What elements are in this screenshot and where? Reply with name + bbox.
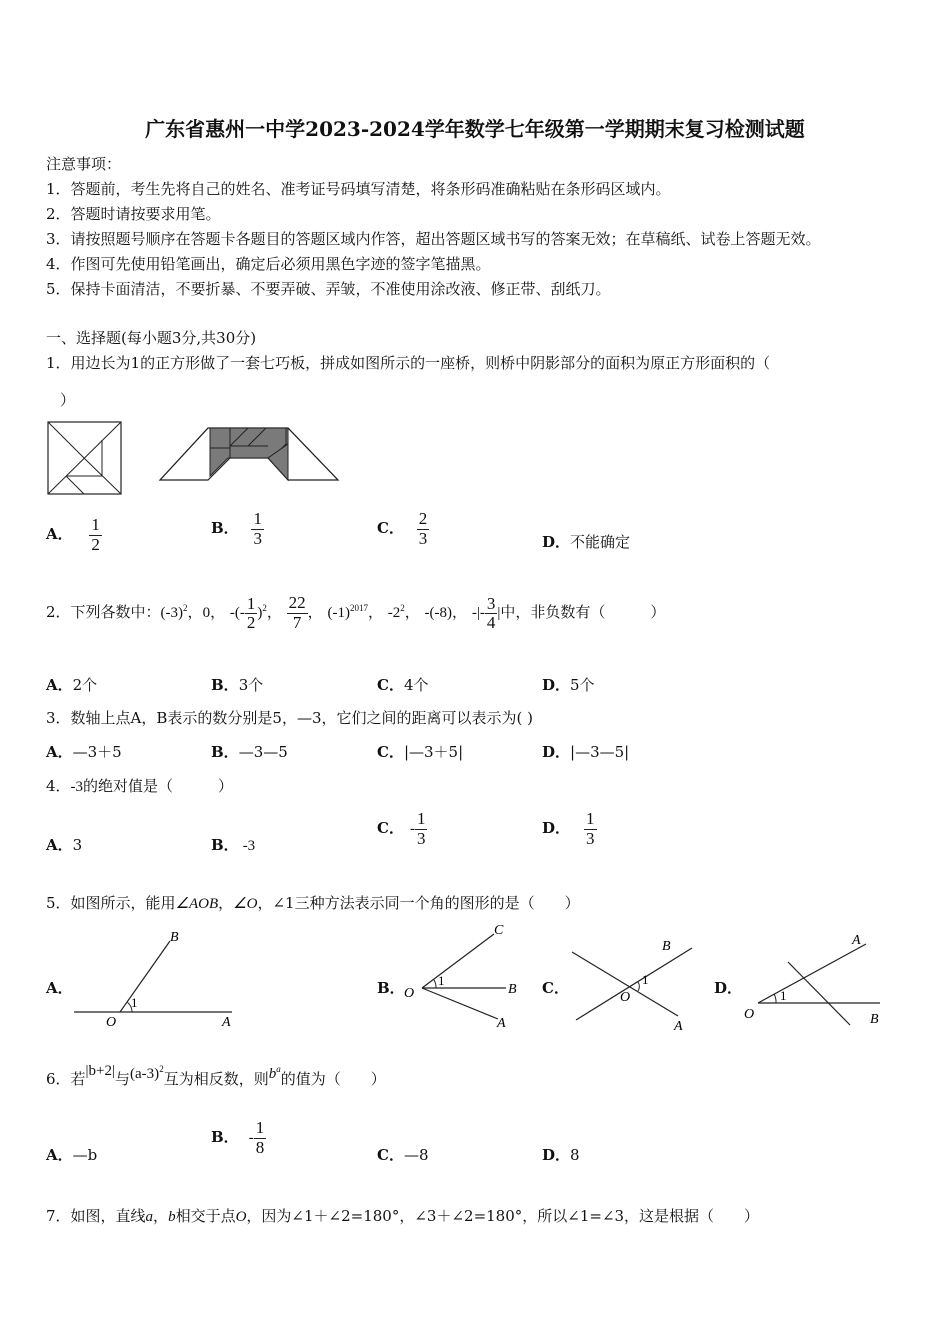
q5-d-label-1: 1 <box>780 988 787 1003</box>
q5-option-c-label: C． <box>542 979 569 997</box>
q6-abs: |b+2| <box>85 1063 116 1079</box>
q3-option-b[interactable] <box>211 741 288 762</box>
notice-item-1: 1．答题前，考生先将自己的姓名、准考证号码填写清楚，将条形码准确粘贴在条形码区域内。 <box>46 180 671 198</box>
q6-a: 6．若 <box>46 1070 86 1088</box>
q2-sep-5: ， <box>367 603 383 622</box>
q1-a-den: 2 <box>91 534 100 554</box>
q3-option-c-text: |—3＋5| <box>403 743 464 761</box>
q3-option-a-text: —3＋5 <box>72 743 122 761</box>
q6-sq-sup: 2 <box>159 1064 164 1074</box>
q2-sep-2: ， <box>210 603 226 622</box>
q3-option-a[interactable] <box>46 741 122 762</box>
q2-t4-num: 22 <box>288 593 306 612</box>
q2-t3b: ) <box>257 605 263 622</box>
q5-option-b-label: B． <box>377 979 405 997</box>
page-title: 广东省惠州一中学2023-2024学年数学七年级第一学期期末复习检测试题 <box>145 117 805 141</box>
q4-option-a[interactable] <box>46 834 82 855</box>
q2-term-4 <box>287 594 308 632</box>
q6-c: 互为相反数，则 <box>163 1070 269 1088</box>
q5-figure-c <box>566 932 696 1032</box>
q5-figure-b <box>400 918 525 1031</box>
q1-b-den: 3 <box>253 528 262 548</box>
q3-option-d-text: |—3—5| <box>570 743 630 761</box>
q2-t5: (-1) <box>327 605 350 622</box>
tangram-bridge-figure <box>158 424 342 484</box>
q6-d: 的值为（ ） <box>280 1070 386 1088</box>
q6-option-c-text: —8 <box>403 1146 429 1164</box>
q2-t1-sup: 2 <box>183 603 188 614</box>
q2-sep-1: ， <box>187 603 203 622</box>
q4-option-c-fraction <box>415 810 428 848</box>
q4-text: 的绝对值是（ ） <box>83 777 234 795</box>
q5-c-label-b: B <box>662 939 671 954</box>
q6-option-c[interactable] <box>377 1144 429 1165</box>
q2-option-b-label: B． <box>211 676 239 694</box>
q6-option-a-text: —b <box>72 1146 98 1164</box>
q4-option-c-label: C． <box>377 819 404 838</box>
q6-line <box>46 1063 386 1089</box>
q5-d-label-b: B <box>870 1012 879 1027</box>
q4-c-num: 1 <box>416 809 426 828</box>
q4-option-a-label: A． <box>46 836 73 854</box>
q2-term-7: -(-8) <box>424 605 453 622</box>
q5-b-label-a: A <box>497 1016 506 1031</box>
q2-t6-sup: 2 <box>400 603 405 614</box>
q4-option-b[interactable] <box>211 834 255 855</box>
q3-option-b-text: —3—5 <box>238 743 288 761</box>
q3-option-c-label: C． <box>377 743 404 761</box>
q6-option-d-text: 8 <box>570 1146 580 1164</box>
q7-b: ， <box>153 1207 169 1225</box>
q5-b-label-c: C <box>494 923 504 938</box>
q5-d-label-a: A <box>852 933 861 948</box>
q7-lb: b <box>168 1209 176 1225</box>
q5-option-a-label: A． <box>46 979 73 997</box>
q1-option-b-label: B． <box>211 519 239 538</box>
notice-item-3: 3．请按照题号顺序在答题卡各题目的答题区域内作答，超出答题区域书写的答案无效；在草稿纸、试卷上答题无效。 <box>46 230 821 248</box>
q2-term-1 <box>161 605 188 621</box>
q2-option-c[interactable] <box>377 674 429 695</box>
q5-c-label-1: 1 <box>642 972 649 987</box>
section-heading: 一、选择题(每小题3分,共30分) <box>46 329 257 347</box>
q2-option-c-text: 4个 <box>403 676 429 694</box>
q5-line <box>46 892 580 913</box>
q6-sq: (a-3) <box>130 1066 160 1082</box>
q5-b: ， <box>218 894 234 912</box>
q2-t3-sup: 2 <box>262 603 267 614</box>
q3-option-b-label: B． <box>211 743 239 761</box>
q6-option-c-label: C． <box>377 1146 404 1164</box>
q2-t8b: | <box>497 605 501 622</box>
q1-option-c[interactable] <box>377 510 429 548</box>
notice-item-2: 2．答题时请按要求用笔。 <box>46 205 221 223</box>
q1-option-b[interactable] <box>211 510 264 548</box>
q2-sep-4: ， <box>307 603 323 622</box>
q7-d: ，因为∠1＋∠2=180°，∠3＋∠2=180°，所以∠1=∠3，这是根据（ ） <box>246 1207 760 1225</box>
q4-option-c-minus: - <box>409 821 415 838</box>
q5-c-label-a: A <box>674 1019 683 1032</box>
q2-option-d-label: D． <box>542 676 571 694</box>
q4-num: 4． <box>46 777 71 795</box>
q1-option-b-fraction <box>251 510 264 548</box>
q5-aob: ∠AOB <box>175 896 219 912</box>
q1-option-d[interactable] <box>542 531 630 552</box>
q2-line <box>46 594 665 633</box>
q6-option-b-minus: - <box>248 1130 254 1147</box>
q2-option-a[interactable] <box>46 674 97 695</box>
q2-sep-3: ， <box>266 603 282 622</box>
q1-option-a[interactable] <box>46 516 102 554</box>
tangram-square-figure <box>46 420 126 496</box>
q3-option-a-label: A． <box>46 743 73 761</box>
q1-option-c-fraction <box>417 510 430 548</box>
q5-a: 5．如图所示，能用 <box>46 894 176 912</box>
q5-a-label-a: A <box>222 1015 231 1030</box>
q6-pow: b <box>268 1066 277 1082</box>
q1-a-num: 1 <box>91 515 100 534</box>
q5-option-d-label: D． <box>714 979 743 997</box>
q5-o: ∠O <box>233 896 258 912</box>
q6-option-b-label: B． <box>211 1128 239 1147</box>
q4-d-num: 1 <box>586 809 595 828</box>
q6-option-d-label: D． <box>542 1146 571 1164</box>
q2-t8-den: 4 <box>486 613 496 633</box>
q5-c: ，∠1三种方法表示同一个角的图形的是（ ） <box>257 894 580 912</box>
q2-term-2: 0 <box>202 605 211 622</box>
q1-option-a-label: A． <box>46 525 73 544</box>
q2-t5-sup: 2017 <box>349 603 368 614</box>
q5-a-label-o: O <box>106 1015 117 1030</box>
q5-option-a[interactable] <box>46 977 73 998</box>
q6-option-d[interactable] <box>542 1144 580 1165</box>
q2-t1: (-3) <box>160 605 184 622</box>
q4-option-a-text: 3 <box>72 836 83 854</box>
q5-c-label-o: O <box>620 990 631 1005</box>
q4-option-b-text: -3 <box>242 838 256 854</box>
q2-option-d[interactable] <box>542 674 595 695</box>
q3-option-d-label: D． <box>542 743 571 761</box>
q2-t6: -2 <box>387 605 401 622</box>
q2-option-b-text: 3个 <box>238 676 264 694</box>
q2-prefix: 2．下列各数中： <box>46 603 161 622</box>
notice-item-4: 4．作图可先使用铅笔画出，确定后必须用黑色字迹的签字笔描黑。 <box>46 255 491 273</box>
q4-option-d[interactable] <box>542 810 597 848</box>
q1-option-d-label: D． <box>542 533 571 551</box>
q5-d-label-o: O <box>744 1007 755 1022</box>
q3-option-d[interactable] <box>542 741 629 762</box>
q6-b-den: 8 <box>255 1137 265 1157</box>
q5-option-d[interactable] <box>714 977 742 998</box>
q2-term-5 <box>327 605 368 621</box>
q2-option-d-text: 5个 <box>570 676 595 694</box>
q2-t8-num: 3 <box>486 593 496 613</box>
q5-a-label-1: 1 <box>131 995 138 1010</box>
q2-option-c-label: C． <box>377 676 404 694</box>
q5-b-label-b: B <box>508 982 517 997</box>
q1-b-num: 1 <box>253 509 262 528</box>
q2-t3-den: 2 <box>246 613 256 633</box>
q5-figure-d <box>740 928 890 1028</box>
q6-pow-sup: a <box>276 1064 281 1074</box>
notice-item-5: 5．保持卡面清洁，不要折暴、不要弄破、弄皱，不准使用涂改液、修正带、刮纸刀。 <box>46 280 611 298</box>
q1-text: 1．用边长为1的正方形做了一套七巧板，拼成如图所示的一座桥，则桥中阴影部分的面积为原正方形面积的（ <box>46 354 771 372</box>
q2-suffix: 中，非负数有（ ） <box>500 603 666 622</box>
q7-c: 相交于点 <box>175 1207 236 1225</box>
q4-option-d-label: D． <box>542 819 571 838</box>
q5-a-label-b: B <box>170 930 179 945</box>
q2-option-a-label: A． <box>46 676 73 694</box>
q1-option-a-fraction <box>89 516 102 554</box>
q5-b-label-1: 1 <box>438 973 445 988</box>
q2-sep-7: ， <box>452 603 468 622</box>
q6-option-a-label: A． <box>46 1146 73 1164</box>
q7-a: 7．如图，直线 <box>46 1207 146 1225</box>
q5-figure-a <box>70 925 245 1031</box>
q6-option-a[interactable] <box>46 1144 97 1165</box>
q2-sep-6: ， <box>404 603 420 622</box>
q3-text: 3．数轴上点A，B表示的数分别是5，—3，它们之间的距离可以表示为( ) <box>46 709 533 727</box>
q4-c-den: 3 <box>416 828 426 848</box>
q3-option-c[interactable] <box>377 741 463 762</box>
q1-c-num: 2 <box>418 509 428 528</box>
q7-line <box>46 1205 759 1226</box>
q1-option-d-text: 不能确定 <box>570 533 631 551</box>
q2-t8a: -|- <box>471 605 485 622</box>
q2-term-8 <box>471 593 501 633</box>
q4-option-d-fraction <box>584 810 597 848</box>
q5-b-label-o: O <box>404 986 415 1001</box>
q4-expr: -3 <box>70 779 84 795</box>
q4-line <box>46 775 233 796</box>
q6-option-b-fraction <box>254 1119 267 1157</box>
q4-option-c[interactable] <box>377 810 427 848</box>
q2-t3-num: 1 <box>246 593 256 613</box>
notice-heading: 注意事项： <box>46 155 122 173</box>
q5-option-c[interactable] <box>542 977 569 998</box>
q2-option-a-text: 2个 <box>72 676 98 694</box>
q4-option-b-label: B． <box>211 836 239 854</box>
q2-term-6 <box>388 605 405 621</box>
q2-t4-den: 7 <box>287 613 308 633</box>
q6-option-b[interactable] <box>211 1119 266 1157</box>
q6-b-num: 1 <box>255 1118 265 1137</box>
q2-option-b[interactable] <box>211 674 263 695</box>
q4-d-den: 3 <box>586 828 595 848</box>
q1-option-c-label: C． <box>377 519 404 538</box>
q6-b: 与 <box>115 1070 131 1088</box>
q2-t3a: -(- <box>229 605 245 622</box>
q7-la: a <box>145 1209 154 1225</box>
q1-close: ） <box>60 391 76 409</box>
q1-c-den: 3 <box>418 528 428 548</box>
q2-term-3 <box>229 593 267 633</box>
q7-lo: O <box>235 1209 247 1225</box>
